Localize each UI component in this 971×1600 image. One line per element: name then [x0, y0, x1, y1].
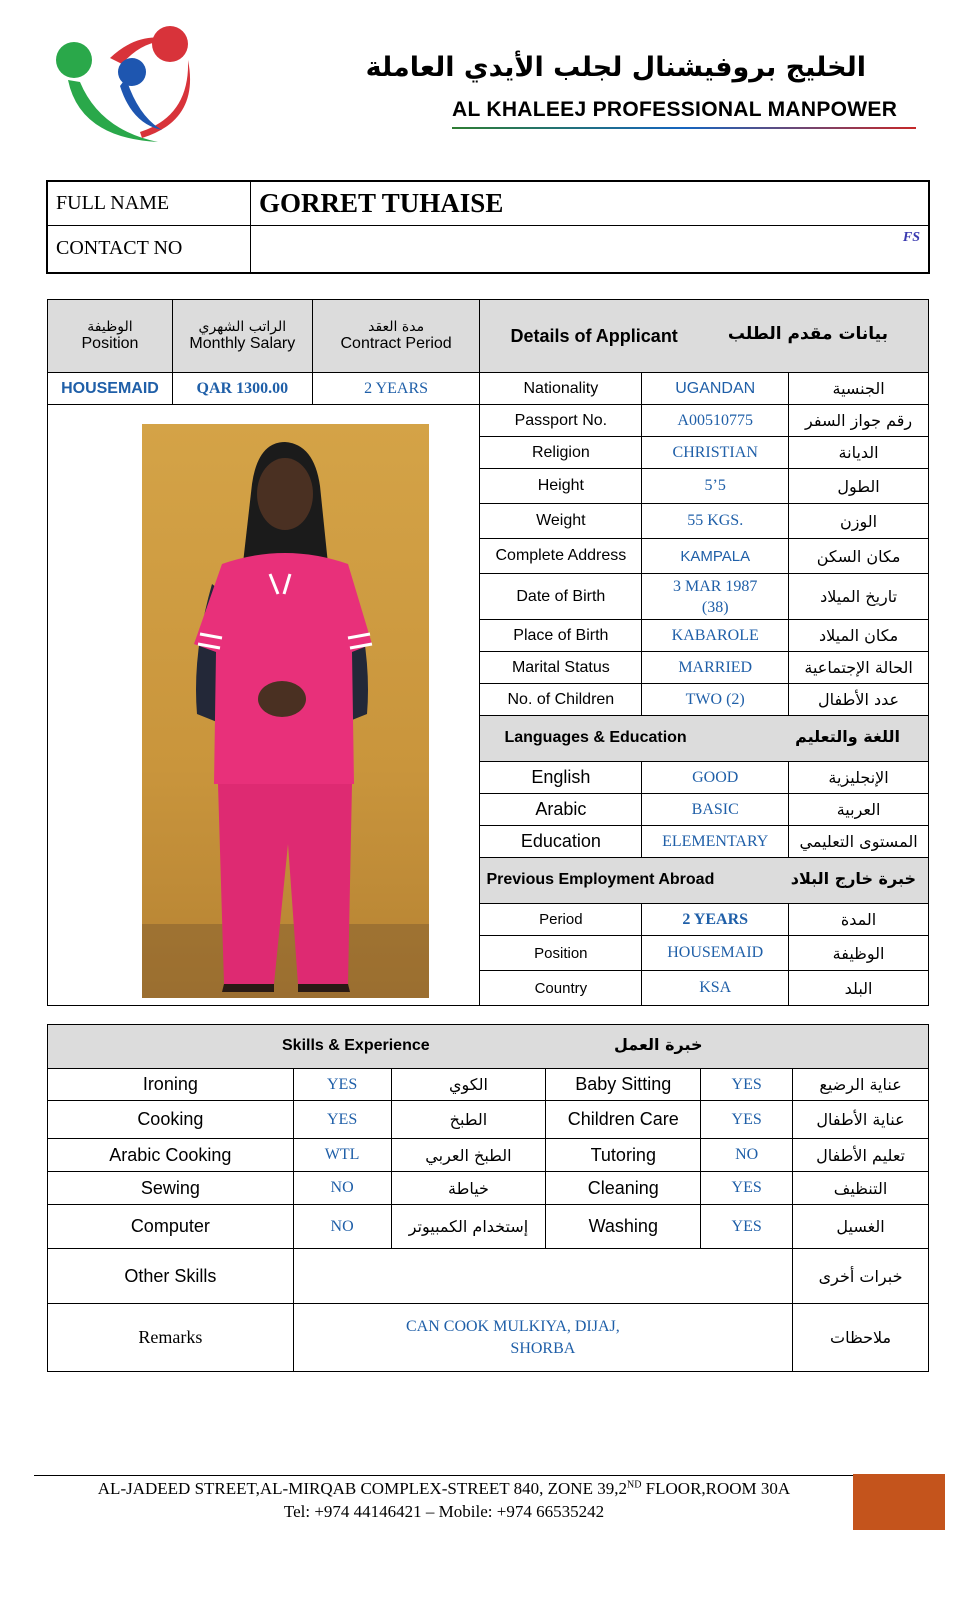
skill-value: YES: [701, 1172, 793, 1205]
detail-value: 5’5: [642, 469, 789, 504]
skills-table: [47, 1024, 929, 1372]
detail-value: A00510775: [642, 405, 789, 437]
job-position: HOUSEMAID: [48, 373, 173, 405]
remarks-label-ar: ملاحظات: [793, 1304, 929, 1372]
detail-label: Marital Status: [480, 652, 642, 684]
skill-label: Baby Sitting: [546, 1069, 701, 1101]
employment-label: Position: [480, 936, 642, 971]
skills-header: Skills & Experience خبرة العمل: [48, 1025, 929, 1069]
detail-label: No. of Children: [480, 684, 642, 716]
footer-accent-box: [853, 1474, 945, 1530]
detail-label-ar: عدد الأطفال: [789, 684, 929, 716]
detail-label: Complete Address: [480, 539, 642, 574]
employment-label-ar: البلد: [789, 971, 929, 1006]
remarks-label: Remarks: [48, 1304, 294, 1372]
language-value: GOOD: [642, 762, 789, 794]
education-value: ELEMENTARY: [642, 826, 789, 858]
detail-label-ar: الحالة الإجتماعية: [789, 652, 929, 684]
detail-label-ar: تاريخ الميلاد: [789, 574, 929, 620]
education-label-ar: المستوى التعليمي: [789, 826, 929, 858]
detail-label-ar: الجنسية: [789, 373, 929, 405]
applicant-photo: [142, 424, 429, 998]
language-label-ar: الإنجليزية: [789, 762, 929, 794]
skill-label: Sewing: [48, 1172, 294, 1205]
skill-value: YES: [293, 1101, 391, 1139]
detail-value: TWO (2): [642, 684, 789, 716]
skill-label: Washing: [546, 1205, 701, 1249]
footer-line: [34, 1475, 854, 1476]
detail-label: Weight: [480, 504, 642, 539]
detail-value: UGANDAN: [642, 373, 789, 405]
job-salary: QAR 1300.00: [172, 373, 312, 405]
detail-label: Height: [480, 469, 642, 504]
skill-value: WTL: [293, 1139, 391, 1172]
skill-value: YES: [701, 1069, 793, 1101]
name-contact-table: [46, 180, 930, 274]
full-name-value: GORRET TUHAISE: [251, 181, 930, 225]
skill-label-ar: عناية الأطفال: [793, 1101, 929, 1139]
detail-label: Nationality: [480, 373, 642, 405]
language-value: BASIC: [642, 794, 789, 826]
detail-label-ar: مكان الميلاد: [789, 620, 929, 652]
detail-value: MARRIED: [642, 652, 789, 684]
other-skills-value: [293, 1249, 792, 1304]
footer-address: AL-JADEED STREET,AL-MIRQAB COMPLEX-STREET 840, ZONE 39,2ND FLOOR,ROOM 30A: [97, 1479, 791, 1498]
education-label: Education: [480, 826, 642, 858]
company-name-arabic: الخليج بروفيشنال لجلب الأيدي العاملة: [365, 52, 866, 83]
detail-value: 3 MAR 1987 (38): [642, 574, 789, 620]
skill-label-ar: الطبخ: [391, 1101, 546, 1139]
detail-label-ar: الوزن: [789, 504, 929, 539]
employment-label: Country: [480, 971, 642, 1006]
full-name-label: FULL NAME: [47, 181, 251, 225]
skill-value: NO: [293, 1205, 391, 1249]
position-header: الوظيفة Position: [48, 300, 173, 373]
skill-label: Arabic Cooking: [48, 1139, 294, 1172]
skill-label-ar: الطبخ العربي: [391, 1139, 546, 1172]
skill-label-ar: الكوي: [391, 1069, 546, 1101]
detail-label-ar: الديانة: [789, 437, 929, 469]
job-contract: 2 YEARS: [312, 373, 480, 405]
other-skills-label: Other Skills: [48, 1249, 294, 1304]
skill-label: Cleaning: [546, 1172, 701, 1205]
language-label-ar: العربية: [789, 794, 929, 826]
detail-label-ar: مكان السكن: [789, 539, 929, 574]
contact-label: CONTACT NO: [47, 225, 251, 273]
footer-phone: Tel: +974 44146421 – Mobile: +974 66535242: [283, 1502, 605, 1521]
employment-header: Previous Employment Abroad خبرة خارج البلاد: [480, 858, 929, 904]
detail-value: 55 KGS.: [642, 504, 789, 539]
detail-label: Date of Birth: [480, 574, 642, 620]
language-label: English: [480, 762, 642, 794]
detail-label: Religion: [480, 437, 642, 469]
details-header: Details of Applicant بيانات مقدم الطلب: [480, 300, 929, 373]
other-skills-label-ar: خبرات أخرى: [793, 1249, 929, 1304]
skill-value: YES: [701, 1101, 793, 1139]
contract-header: مدة العقد Contract Period: [312, 300, 480, 373]
skill-label-ar: الغسيل: [793, 1205, 929, 1249]
skill-label-ar: عناية الرضيع: [793, 1069, 929, 1101]
skill-value: NO: [293, 1172, 391, 1205]
initials-stamp: FS: [902, 229, 920, 245]
employment-label-ar: المدة: [789, 904, 929, 936]
detail-label-ar: رقم جواز السفر: [789, 405, 929, 437]
detail-label: Passport No.: [480, 405, 642, 437]
language-label: Arabic: [480, 794, 642, 826]
detail-label-ar: الطول: [789, 469, 929, 504]
languages-header: Languages & Education اللغة والتعليم: [480, 716, 929, 762]
salary-header: الراتب الشهري Monthly Salary: [172, 300, 312, 373]
employment-value: KSA: [642, 971, 789, 1006]
remarks-value: CAN COOK MULKIYA, DIJAJ, SHORBA: [293, 1304, 792, 1372]
skill-label: Cooking: [48, 1101, 294, 1139]
skill-label: Tutoring: [546, 1139, 701, 1172]
skill-label: Children Care: [546, 1101, 701, 1139]
skill-value: NO: [701, 1139, 793, 1172]
detail-label: Place of Birth: [480, 620, 642, 652]
skill-label: Ironing: [48, 1069, 294, 1101]
skill-label-ar: إستخدام الكمبيوتر: [391, 1205, 546, 1249]
employment-label: Period: [480, 904, 642, 936]
skill-label-ar: التنظيف: [793, 1172, 929, 1205]
skill-label-ar: خياطة: [391, 1172, 546, 1205]
employment-value: 2 YEARS: [642, 904, 789, 936]
skill-value: YES: [293, 1069, 391, 1101]
skill-label: Computer: [48, 1205, 294, 1249]
company-logo: [50, 20, 200, 148]
employment-label-ar: الوظيفة: [789, 936, 929, 971]
employment-value: HOUSEMAID: [642, 936, 789, 971]
detail-value: KAMPALA: [642, 539, 789, 574]
detail-value: CHRISTIAN: [642, 437, 789, 469]
skill-label-ar: تعليم الأطفال: [793, 1139, 929, 1172]
company-underline: [452, 127, 916, 129]
contact-cell: [251, 225, 930, 273]
company-name-english: AL KHALEEJ PROFESSIONAL MANPOWER: [452, 98, 898, 121]
detail-value: KABAROLE: [642, 620, 789, 652]
skill-value: YES: [701, 1205, 793, 1249]
